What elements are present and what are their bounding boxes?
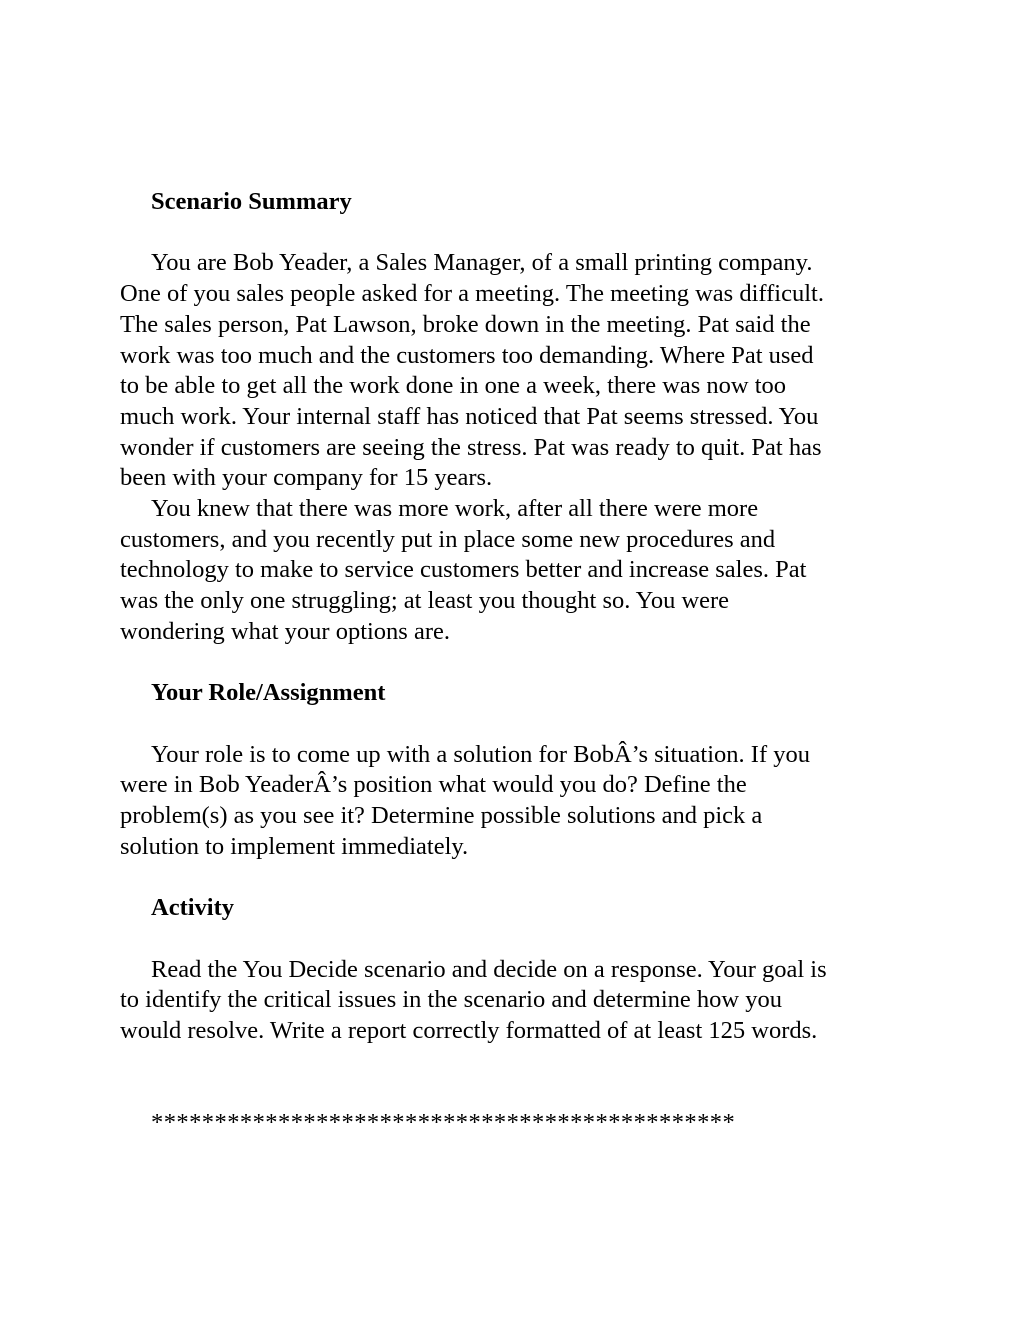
section-spacer <box>120 862 910 893</box>
scenario-summary-heading: Scenario Summary <box>151 188 352 215</box>
document-body <box>120 187 910 1047</box>
role-assignment-heading: Your Role/Assignment <box>151 679 386 707</box>
asterisk-separator: ********************************************** <box>151 1109 736 1136</box>
section-spacer <box>120 648 910 679</box>
activity-heading: Activity <box>151 894 234 922</box>
scenario-summary-paragraph-2: You knew that there was more work, after all there were more customers, and you recently put in place some new procedures and technology to make to service customers better and increase sales. Pat was the only one struggling; at least you thought so. You were wondering what your options are. <box>120 495 807 645</box>
activity-paragraph: Read the You Decide scenario and decide on a response. Your goal is to identify the critical issues in the scenario and determine how you would resolve. Write a report correctly formatted of at least 125 words. <box>120 955 827 1044</box>
scenario-summary-paragraph-1: You are Bob Yeader, a Sales Manager, of a small printing company. One of you sales people asked for a meeting. The meeting was difficult. The sales person, Pat Lawson, broke down in the meeting. Pat said the work was too much and the customers too demanding. Where Pat used to be able to get all the work done in one a week, there was now too much work. Your internal staff has noticed that Pat seems stressed. You wonder if customers are seeing the stress. Pat was ready to quit. Pat has been with your company for 15 years. <box>120 249 824 492</box>
role-assignment-paragraph: Your role is to come up with a solution for BobÂ’s situation. If you were in Bob YeaderÂ’s position what would you do? Define the problem(s) as you see it? Determine possible solutions and pick a solution to implement immediately. <box>120 740 810 860</box>
